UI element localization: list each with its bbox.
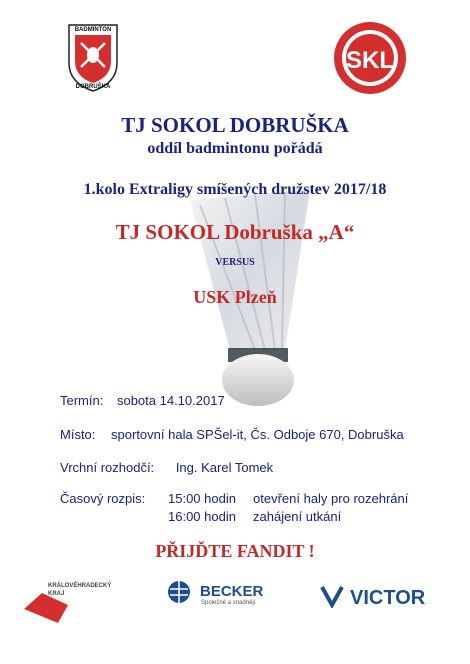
kraj-line-1: KRÁLOVÉHRADECKÝ <box>48 583 112 589</box>
schedule-text-1: otevření haly pro rozehrání <box>253 491 409 506</box>
victor-logo <box>320 584 450 608</box>
term-value: sobota 14.10.2017 <box>116 393 225 408</box>
away-team: USK Plzeň <box>193 287 277 307</box>
schedule-text-2: zahájení utkání <box>253 509 342 524</box>
event-title: 1.kolo Extraligy smíšených družstev 2017/18 <box>83 181 387 198</box>
versus-label: VERSUS <box>215 257 255 268</box>
schedule-time-2: 16:00 hodin <box>168 509 236 524</box>
becker-globe-icon <box>167 580 191 604</box>
place-label: Místo: <box>60 427 96 442</box>
place-row <box>60 427 404 442</box>
kraj-line-2: KRAJ <box>48 591 65 597</box>
sokol-logo-letters: SKL <box>346 47 394 74</box>
referee-value: Ing. Karel Tomek <box>175 460 274 475</box>
club-title: TJ SOKOL DOBRUŠKA <box>121 113 349 137</box>
term-row <box>60 393 225 408</box>
kraj-text <box>48 582 112 598</box>
referee-row <box>60 460 273 475</box>
sokol-logo <box>332 20 408 96</box>
referee-label: Vrchní rozhodčí: <box>60 460 155 475</box>
badminton-club-logo <box>67 23 119 93</box>
home-team: TJ SOKOL Dobruška „A“ <box>115 220 355 244</box>
left-logo-top-text: BADMINTON <box>74 27 112 33</box>
place-value: sportovní hala SPŠel-it, Čs. Odboje 670, Dobruška <box>111 427 404 442</box>
becker-name: BECKER <box>200 583 264 600</box>
left-logo-bottom-text: DOBRUŠKA <box>75 84 111 90</box>
victor-name: VICTOR <box>350 587 426 608</box>
becker-slogan: Společně a snadněji. <box>201 600 257 606</box>
schedule-time-1: 15:00 hodin <box>168 491 236 506</box>
term-label: Termín: <box>60 393 104 408</box>
schedule-label: Časový rozpis: <box>60 491 146 506</box>
call-to-action: PŘIJĎTE FANDIT ! <box>155 541 315 561</box>
organizer-line: oddíl badmintonu pořádá <box>147 140 323 157</box>
